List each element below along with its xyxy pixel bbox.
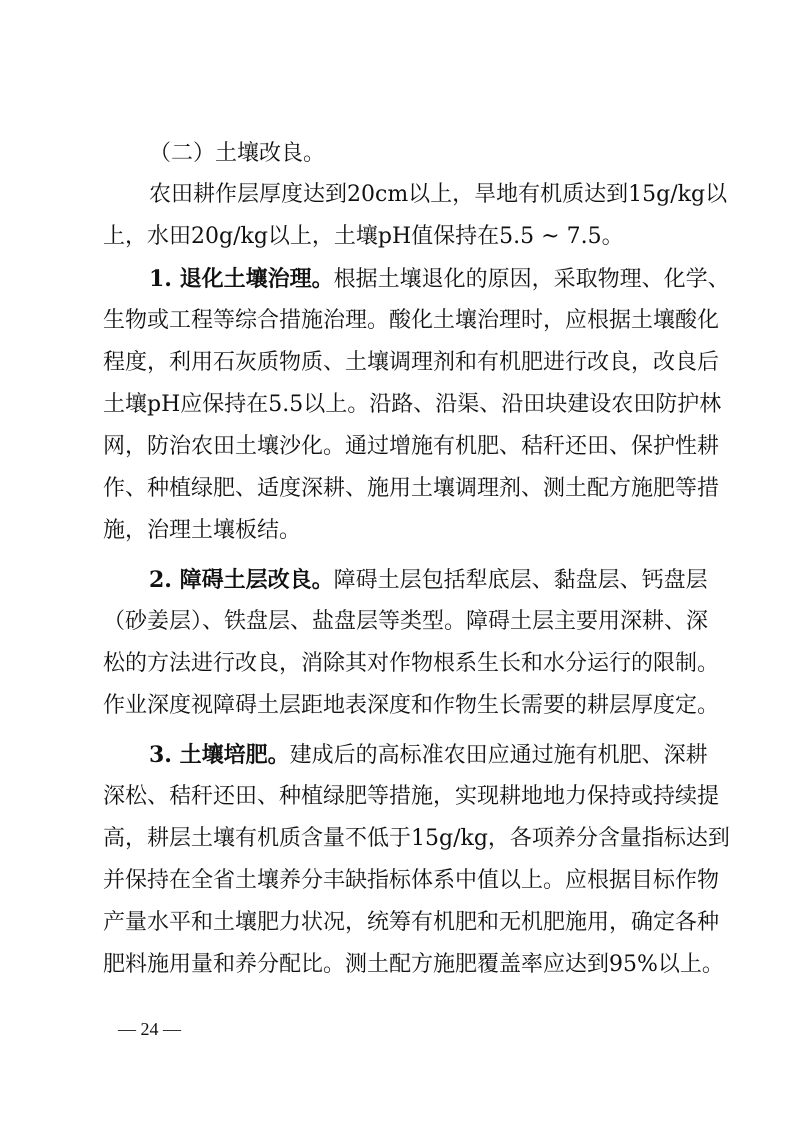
item1-line-4: 土壤pH应保持在5.5以上。沿路、沿渠、沿田块建设农田防护林 (103, 392, 722, 417)
item3-line-6: 肥料施用量和养分配比。测土配方施肥覆盖率应达到95%以上。 (103, 952, 724, 977)
item1-line-6: 作、种植绿肥、适度深耕、施用土壤调理剂、测土配方施肥等措 (103, 476, 720, 501)
item2-text: 障碍土层包括犁底层、黏盘层、钙盘层 (333, 568, 708, 593)
item2-first-line (149, 565, 708, 595)
item1-text: 根据土壤退化的原因，采取物理、化学、 (333, 267, 730, 292)
intro-line-2: 上，水田20g/kg以上，土壤pH值保持在5.5 ~ 7.5。 (103, 224, 624, 249)
item3-line-2: 深松、秸秆还田、种植绿肥等措施，实现耕地地力保持或持续提 (103, 784, 720, 809)
item3-first-line (149, 740, 708, 770)
intro-line-1: 农田耕作层厚度达到20cm以上，旱地有机质达到15g/kg以 (149, 182, 728, 207)
section-heading: （二）土壤改良。 (149, 141, 326, 166)
page-number: — 24 — (118, 1019, 181, 1039)
item1-line-2: 生物或工程等综合措施治理。酸化土壤治理时，应根据土壤酸化 (103, 308, 720, 333)
item3-line-3: 高，耕层土壤有机质含量不低于15g/kg，各项养分含量指标达到 (103, 826, 730, 851)
item1-line-7: 施，治理土壤板结。 (103, 518, 302, 543)
item3-line-4: 并保持在全省土壤养分丰缺指标体系中值以上。应根据目标作物 (103, 868, 720, 893)
item1-first-line (149, 264, 730, 294)
item2-title: 2. 障碍土层改良。 (149, 567, 334, 593)
item1-line-3: 程度，利用石灰质物质、土壤调理剂和有机肥进行改良，改良后 (103, 350, 720, 375)
item2-line-2: （砂姜层）、铁盘层、盐盘层等类型。障碍土层主要用深耕、深 (103, 609, 709, 634)
item2-line-3: 松的方法进行改良，消除其对作物根系生长和水分运行的限制。 (103, 651, 720, 676)
item1-line-5: 网，防治农田土壤沙化。通过增施有机肥、秸秆还田、保护性耕 (103, 434, 720, 459)
item3-title: 3. 土壤培肥。 (149, 742, 290, 768)
item1-title: 1. 退化土壤治理。 (149, 266, 334, 292)
item3-line-5: 产量水平和土壤肥力状况，统筹有机肥和无机肥施用，确定各种 (103, 910, 720, 935)
item2-line-4: 作业深度视障碍土层距地表深度和作物生长需要的耕层厚度定。 (103, 693, 720, 718)
item3-text: 建成后的高标准农田应通过施有机肥、深耕 (289, 743, 708, 768)
